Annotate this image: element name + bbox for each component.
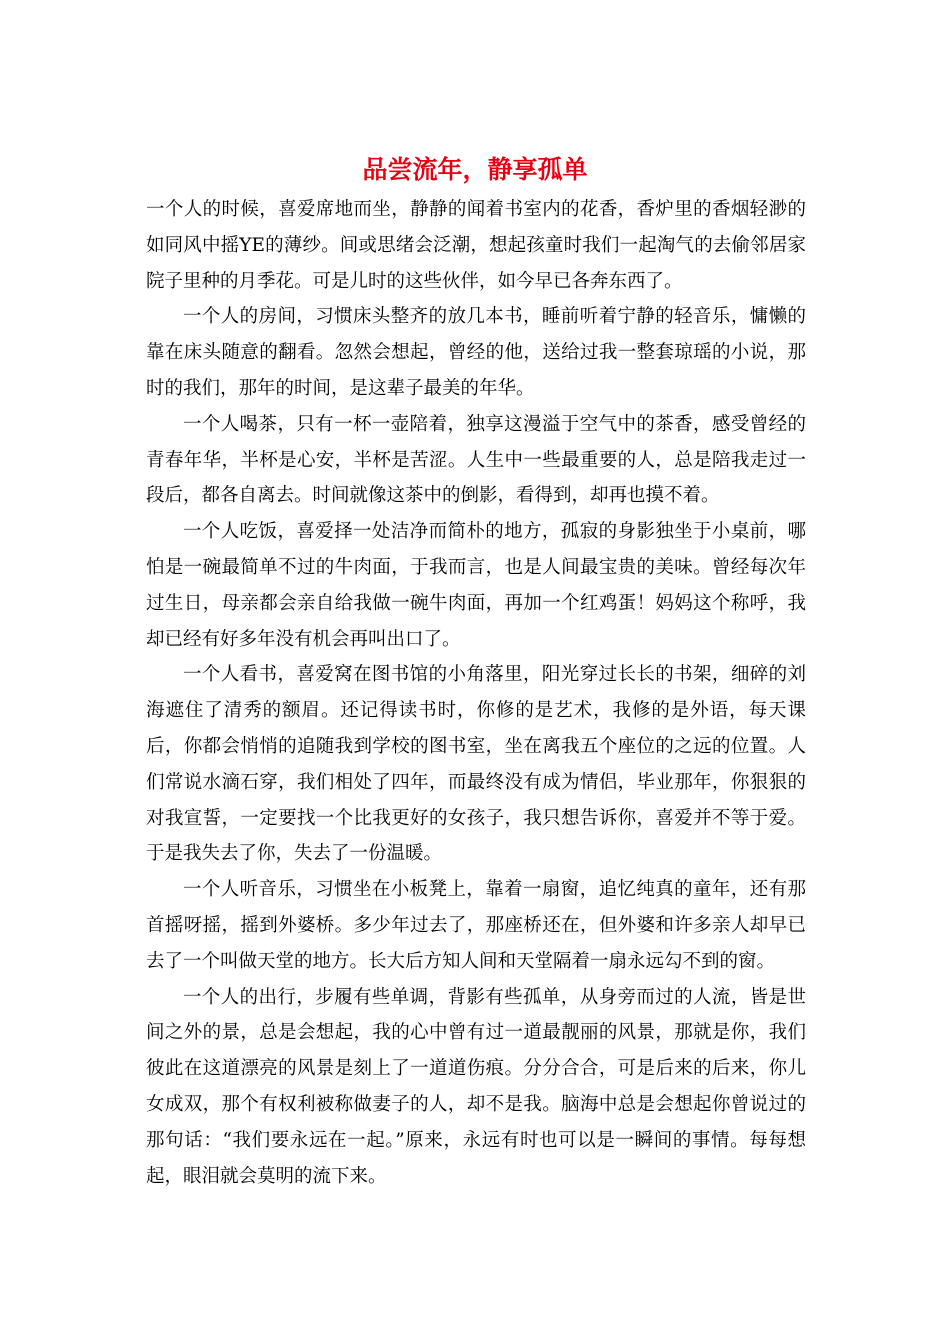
paragraph-2: 一个人的房间，习惯床头整齐的放几本书，睡前听着宁静的轻音乐，慵懒的靠在床头随意的翻看。忽然会想起，曾经的他，送给过我一整套琼瑶的小说，那时的我们，那年的时间，是这辈子最美的年华。 — [146, 306, 806, 399]
paragraph-5: 一个人看书，喜爱窝在图书馆的小角落里，阳光穿过长长的书架，细碎的刘海遮住了清秀的额眉。还记得读书时，你修的是艺术，我修的是外语，每天课后，你都会悄悄的追随我到学校的图书室，坐在离我五个座位的之远的位置。人们常说水滴石穿，我们相处了四年，而最终没有成为情侣，毕业那年，你狠狠的对我宣誓，一定要找一个比我更好的女孩子，我只想告诉你，喜爱并不等于爱。于是我失去了你，失去了一份温暖。 — [146, 664, 806, 865]
paragraph-4: 一个人吃饭，喜爱择一处洁净而简朴的地方，孤寂的身影独坐于小桌前，哪怕是一碗最简单不过的牛肉面，于我而言，也是人间最宝贵的美味。曾经每次年过生日，母亲都会亲自给我做一碗牛肉面，再加一个红鸡蛋！妈妈这个称呼，我却已经有好多年没有机会再叫出口了。 — [146, 521, 806, 650]
document-body — [146, 192, 806, 1194]
paragraph-3: 一个人喝茶，只有一杯一壶陪着，独享这漫溢于空气中的茶香，感受曾经的青春年华，半杯是心安，半杯是苦涩。人生中一些最重要的人，总是陪我走过一段后，都各自离去。时间就像这茶中的倒影，看得到，却再也摸不着。 — [146, 413, 806, 507]
paragraph-6: 一个人听音乐，习惯坐在小板凳上，靠着一扇窗，追忆纯真的童年，还有那首摇呀摇，摇到外婆桥。多少年过去了，那座桥还在，但外婆和许多亲人却早已去了一个叫做天堂的地方。长大后方知人间和天堂隔着一扇永远勾不到的窗。 — [146, 879, 806, 972]
paragraph-7: 一个人的出行，步履有些单调，背影有些孤单，从身旁而过的人流，皆是世间之外的景，总是会想起，我的心中曾有过一道最靓丽的风景，那就是你，我们彼此在这道漂亮的风景是刻上了一道道伤痕。分分合合，可是后来的后来，你儿女成双，那个有权利被称做妻子的人，却不是我。脑海中总是会想起你曾说过的那句话：“我们要永远在一起。”原来，永远有时也可以是一瞬间的事情。每每想起，眼泪就会莫明的流下来。 — [146, 986, 806, 1187]
document-title: 品尝流年，静享孤单 — [362, 155, 588, 184]
paragraph-1: 一个人的时候，喜爱席地而坐，静静的闻着书室内的花香，香炉里的香烟轻渺的如同风中摇YE的薄纱。间或思绪会泛潮，想起孩童时我们一起淘气的去偷邻居家院子里种的月季花。可是儿时的这些伙伴，如今早已各奔东西了。 — [146, 199, 806, 292]
